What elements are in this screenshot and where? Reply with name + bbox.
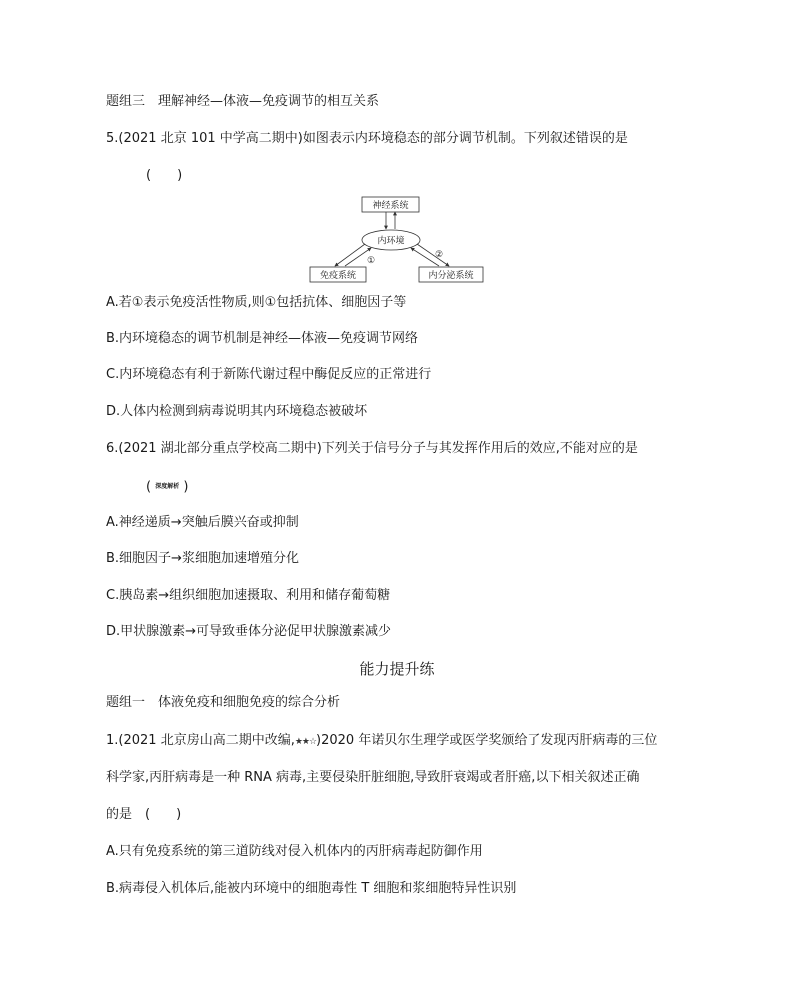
internal-environment-ellipse — [362, 230, 420, 250]
question-5-blank: ( ) — [146, 168, 183, 183]
deep-analysis-tag: 深度解析 — [155, 483, 180, 490]
question-1-line2: 科学家,丙肝病毒是一种 RNA 病毒,主要侵染肝脏细胞,导致肝衰竭或者肝癌,以下相关叙述正确 — [106, 770, 640, 785]
endocrine-system-label: 内分泌系统 — [428, 271, 474, 281]
marker-1: ① — [367, 256, 376, 266]
blank-close: ) — [183, 479, 189, 495]
question-5-option-d: D.人体内检测到病毒说明其内环境稳态被破坏 — [106, 404, 368, 419]
question-6-option-b: B.细胞因子→浆细胞加速增殖分化 — [106, 551, 299, 566]
section-title-group1: 题组一 体液免疫和细胞免疫的综合分析 — [106, 695, 341, 710]
immune-system-box — [310, 267, 366, 282]
question-1-source: 1.(2021 北京房山高二期中改编, — [106, 733, 295, 748]
question-1-option-b: B.病毒侵入机体后,能被内环境中的细胞毒性 T 细胞和浆细胞特异性识别 — [106, 881, 517, 896]
question-1-stem — [106, 732, 657, 751]
nervous-system-box — [362, 197, 419, 212]
regulation-diagram — [305, 190, 495, 286]
question-6-blank — [146, 478, 188, 497]
question-5-option-a: A.若①表示免疫活性物质,则①包括抗体、细胞因子等 — [106, 295, 407, 310]
question-5-stem: 5.(2021 北京 101 中学高二期中)如图表示内环境稳态的部分调节机制。下列叙述错误的是 — [106, 131, 628, 146]
nervous-system-label: 神经系统 — [372, 201, 409, 211]
marker-2: ② — [435, 250, 444, 260]
immune-system-label: 免疫系统 — [319, 271, 357, 281]
section-heading-advanced: 能力提升练 — [359, 660, 435, 678]
question-6-option-c: C.胰岛素→组织细胞加速摄取、利用和储存葡萄糖 — [106, 588, 391, 603]
question-5-option-b: B.内环境稳态的调节机制是神经—体液—免疫调节网络 — [106, 331, 419, 346]
question-5-option-c: C.内环境稳态有利于新陈代谢过程中酶促反应的正常进行 — [106, 367, 432, 382]
question-6-option-a: A.神经递质→突触后膜兴奋或抑制 — [106, 515, 299, 530]
internal-environment-label: 内环境 — [377, 236, 405, 247]
section-title-group3: 题组三 理解神经—体液—免疫调节的相互关系 — [106, 94, 380, 109]
question-6-stem: 6.(2021 湖北部分重点学校高二期中)下列关于信号分子与其发挥作用后的效应,不能对应的是 — [106, 441, 638, 456]
blank-open: ( — [146, 479, 152, 495]
question-1-stem-rest: )2020 年诺贝尔生理学或医学奖颁给了发现丙肝病毒的三位 — [316, 733, 658, 748]
endocrine-system-box — [419, 267, 483, 282]
question-1-option-a: A.只有免疫系统的第三道防线对侵入机体内的丙肝病毒起防御作用 — [106, 844, 483, 859]
difficulty-stars: ★★☆ — [294, 737, 317, 747]
question-6-option-d: D.甲状腺激素→可导致垂体分泌促甲状腺激素减少 — [106, 624, 392, 639]
question-1-line3: 的是 ( ) — [106, 807, 182, 822]
